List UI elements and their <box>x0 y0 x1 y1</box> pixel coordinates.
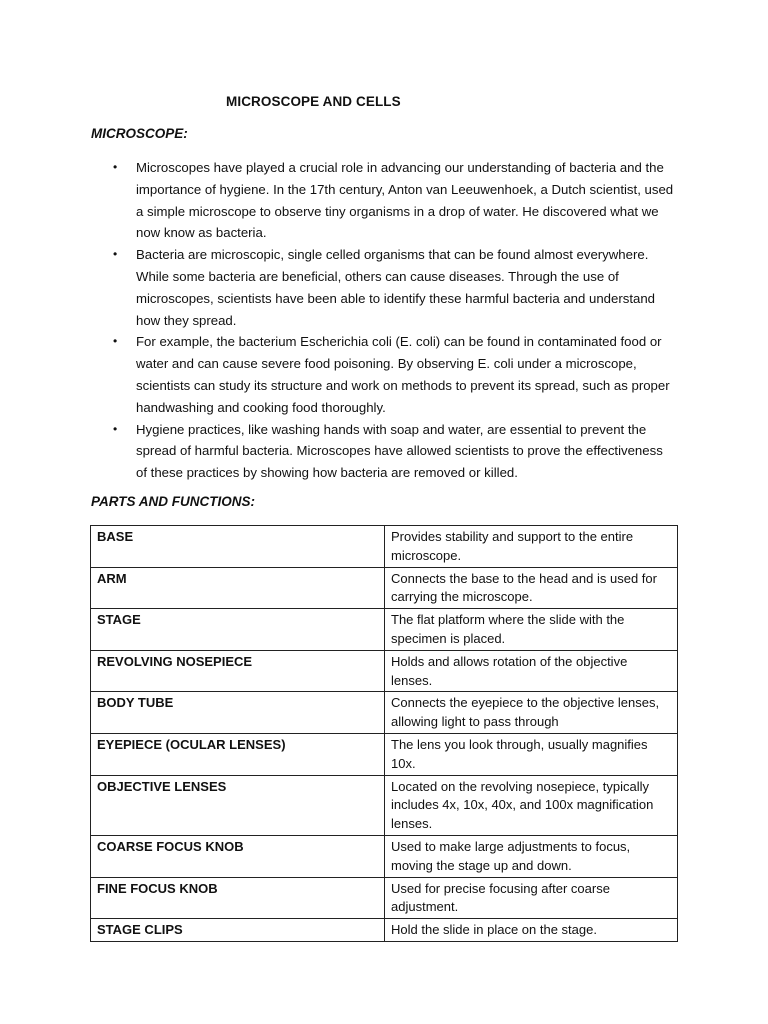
bullet-text: Microscopes have played a crucial role in advancing our understanding of bacteria and the importance of hygiene. In the 17th century, Anton van Leeuwenhoek, a Dutch scientist, used a simple microscope to observe tiny organisms in a drop of water. He discovered what we now know as bacteria. <box>136 160 674 241</box>
part-name-cell: OBJECTIVE LENSES <box>91 775 385 835</box>
part-function-cell: Used to make large adjustments to focus, moving the stage up and down. <box>385 835 678 877</box>
part-function-cell: Connects the base to the head and is used for carrying the microscope. <box>385 567 678 609</box>
part-name-cell: BODY TUBE <box>91 692 385 734</box>
part-name-cell: STAGE CLIPS <box>91 919 385 942</box>
bullet-text: For example, the bacterium Escherichia coli (E. coli) can be found in contaminated food or water and can cause severe food poisoning. By observing E. coli under a microscope, scientists can study its structure and work on methods to prevent its spread, such as proper handwashing and cooking food thoroughly. <box>136 334 670 415</box>
part-function-cell: Used for precise focusing after coarse adjustment. <box>385 877 678 919</box>
table-row <box>91 567 678 609</box>
table-row <box>91 692 678 734</box>
bullet-symbol: • <box>113 247 118 262</box>
part-function-cell: Hold the slide in place on the stage. <box>385 919 678 942</box>
part-function-cell: The flat platform where the slide with the specimen is placed. <box>385 609 678 651</box>
table-row <box>91 526 678 568</box>
part-function-cell: Holds and allows rotation of the objective lenses. <box>385 650 678 692</box>
part-name-cell: REVOLVING NOSEPIECE <box>91 650 385 692</box>
bullet-symbol: • <box>113 334 118 349</box>
bullet-symbol: • <box>113 160 118 174</box>
table-row <box>91 919 678 942</box>
section-heading-microscope: MICROSCOPE: <box>91 126 188 141</box>
part-name-cell: COARSE FOCUS KNOB <box>91 835 385 877</box>
part-name-cell: STAGE <box>91 609 385 651</box>
bullet-text: Bacteria are microscopic, single celled organisms that can be found almost everywhere. While some bacteria are beneficial, others can cause diseases. Through the use of microscopes, scientists have been able to identify these harmful bacteria and understand how they spread. <box>136 247 656 328</box>
table-row <box>91 775 678 835</box>
part-function-cell: Provides stability and support to the entire microscope. <box>385 526 678 568</box>
bullet-item <box>113 419 676 484</box>
part-name-cell: FINE FOCUS KNOB <box>91 877 385 919</box>
microscope-bullet-list <box>113 157 676 484</box>
part-function-cell: Located on the revolving nosepiece, typically includes 4x, 10x, 40x, and 100x magnification lenses. <box>385 775 678 835</box>
table-row <box>91 835 678 877</box>
part-name-cell: EYEPIECE (OCULAR LENSES) <box>91 733 385 775</box>
bullet-item <box>113 244 676 331</box>
part-function-cell: The lens you look through, usually magnifies 10x. <box>385 733 678 775</box>
bullet-item <box>113 157 676 244</box>
table-row <box>91 733 678 775</box>
document-title: MICROSCOPE AND CELLS <box>226 94 401 109</box>
section-heading-parts: PARTS AND FUNCTIONS: <box>91 494 255 509</box>
table-row <box>91 650 678 692</box>
table-row <box>91 877 678 919</box>
parts-functions-table <box>90 525 678 942</box>
part-function-cell: Connects the eyepiece to the objective lenses, allowing light to pass through <box>385 692 678 734</box>
bullet-text: Hygiene practices, like washing hands with soap and water, are essential to prevent the spread of harmful bacteria. Microscopes have allowed scientists to prove the effectiveness of these practices by showing how bacteria are removed or killed. <box>136 421 663 481</box>
bullet-symbol: • <box>113 421 118 436</box>
part-name-cell: ARM <box>91 567 385 609</box>
bullet-item <box>113 331 676 418</box>
part-name-cell: BASE <box>91 526 385 568</box>
table-row <box>91 609 678 651</box>
